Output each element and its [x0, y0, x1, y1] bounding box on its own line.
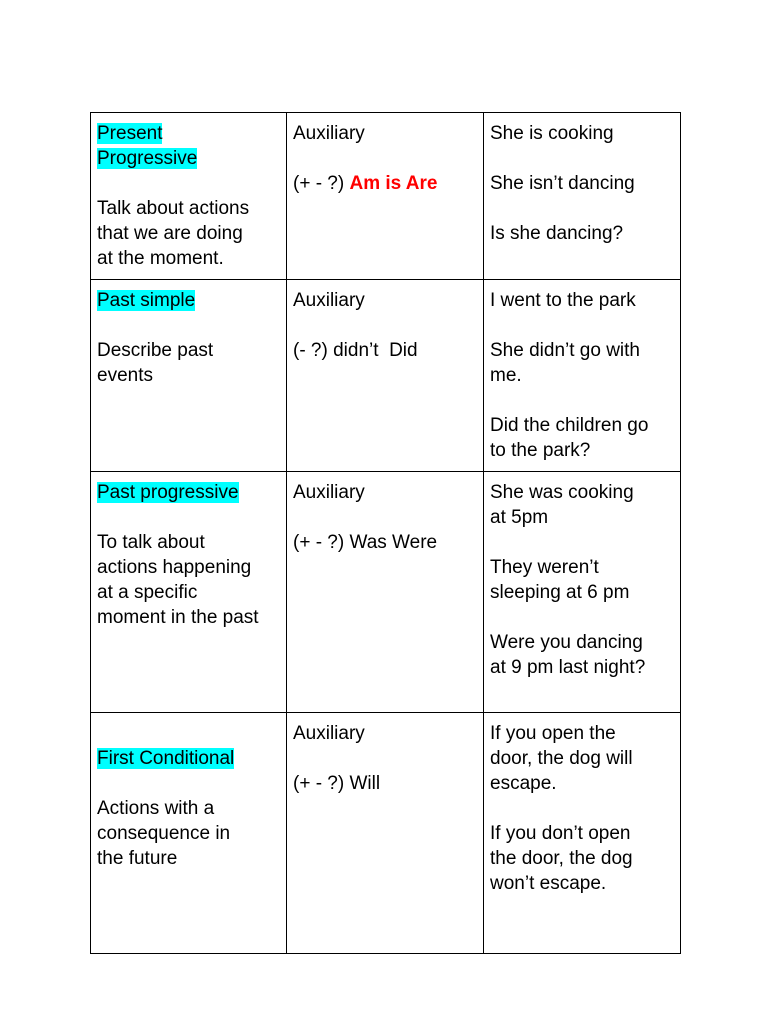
table-row — [91, 472, 681, 713]
auxiliary-forms: (+ - ?) Was Were — [293, 532, 438, 553]
auxiliary-forms: (+ - ?) Am is Are — [293, 173, 438, 194]
auxiliary-cell — [287, 280, 484, 472]
tense-name-highlight: First Conditional — [97, 748, 235, 769]
auxiliary-label: Auxiliary — [293, 723, 365, 744]
example-sentence: She isn’t dancing — [490, 173, 635, 194]
example-sentence: Is she dancing? — [490, 223, 624, 244]
auxiliary-forms: (+ - ?) Will — [293, 773, 381, 794]
example-sentence: If you open the door, the dog will escape. — [490, 723, 633, 794]
tense-description: Describe past events — [97, 340, 214, 386]
example-sentence: She didn’t go with me. — [490, 340, 640, 386]
tense-name — [97, 288, 280, 313]
tense-name — [97, 121, 280, 171]
tense-cell — [91, 280, 287, 472]
auxiliary-label: Auxiliary — [293, 123, 365, 144]
auxiliary-cell — [287, 472, 484, 713]
table-row — [91, 113, 681, 280]
tense-description: Actions with a consequence in the future — [97, 798, 231, 869]
example-sentence: She was cooking at 5pm — [490, 482, 634, 528]
table-row — [91, 713, 681, 954]
auxiliary-label: Auxiliary — [293, 482, 365, 503]
examples-cell — [484, 472, 681, 713]
tense-cell — [91, 472, 287, 713]
auxiliary-cell — [287, 713, 484, 954]
tense-cell — [91, 713, 287, 954]
auxiliary-forms-emphasis: Am is Are — [349, 173, 438, 194]
auxiliary-forms: (- ?) didn’t Did — [293, 340, 418, 361]
tense-cell — [91, 113, 287, 280]
example-sentence: If you don’t open the door, the dog won’t escape. — [490, 823, 633, 894]
example-sentence: I went to the park — [490, 290, 636, 311]
tense-name-highlight: Progressive — [97, 148, 198, 169]
tense-description: Talk about actions that we are doing at the moment. — [97, 198, 250, 269]
example-sentence: Did the children go to the park? — [490, 415, 649, 461]
table-row — [91, 280, 681, 472]
tense-name-highlight: Past simple — [97, 290, 196, 311]
grammar-table — [90, 112, 681, 954]
tense-name — [97, 746, 280, 771]
example-sentence: Were you dancing at 9 pm last night? — [490, 632, 646, 678]
auxiliary-cell — [287, 113, 484, 280]
examples-cell — [484, 280, 681, 472]
examples-cell — [484, 713, 681, 954]
auxiliary-label: Auxiliary — [293, 290, 365, 311]
tense-name — [97, 480, 280, 505]
example-sentence: They weren’t sleeping at 6 pm — [490, 557, 630, 603]
examples-cell — [484, 113, 681, 280]
tense-name-highlight: Past progressive — [97, 482, 239, 503]
tense-name-highlight: Present — [97, 123, 163, 144]
tense-description: To talk about actions happening at a specific moment in the past — [97, 532, 259, 628]
example-sentence: She is cooking — [490, 123, 614, 144]
